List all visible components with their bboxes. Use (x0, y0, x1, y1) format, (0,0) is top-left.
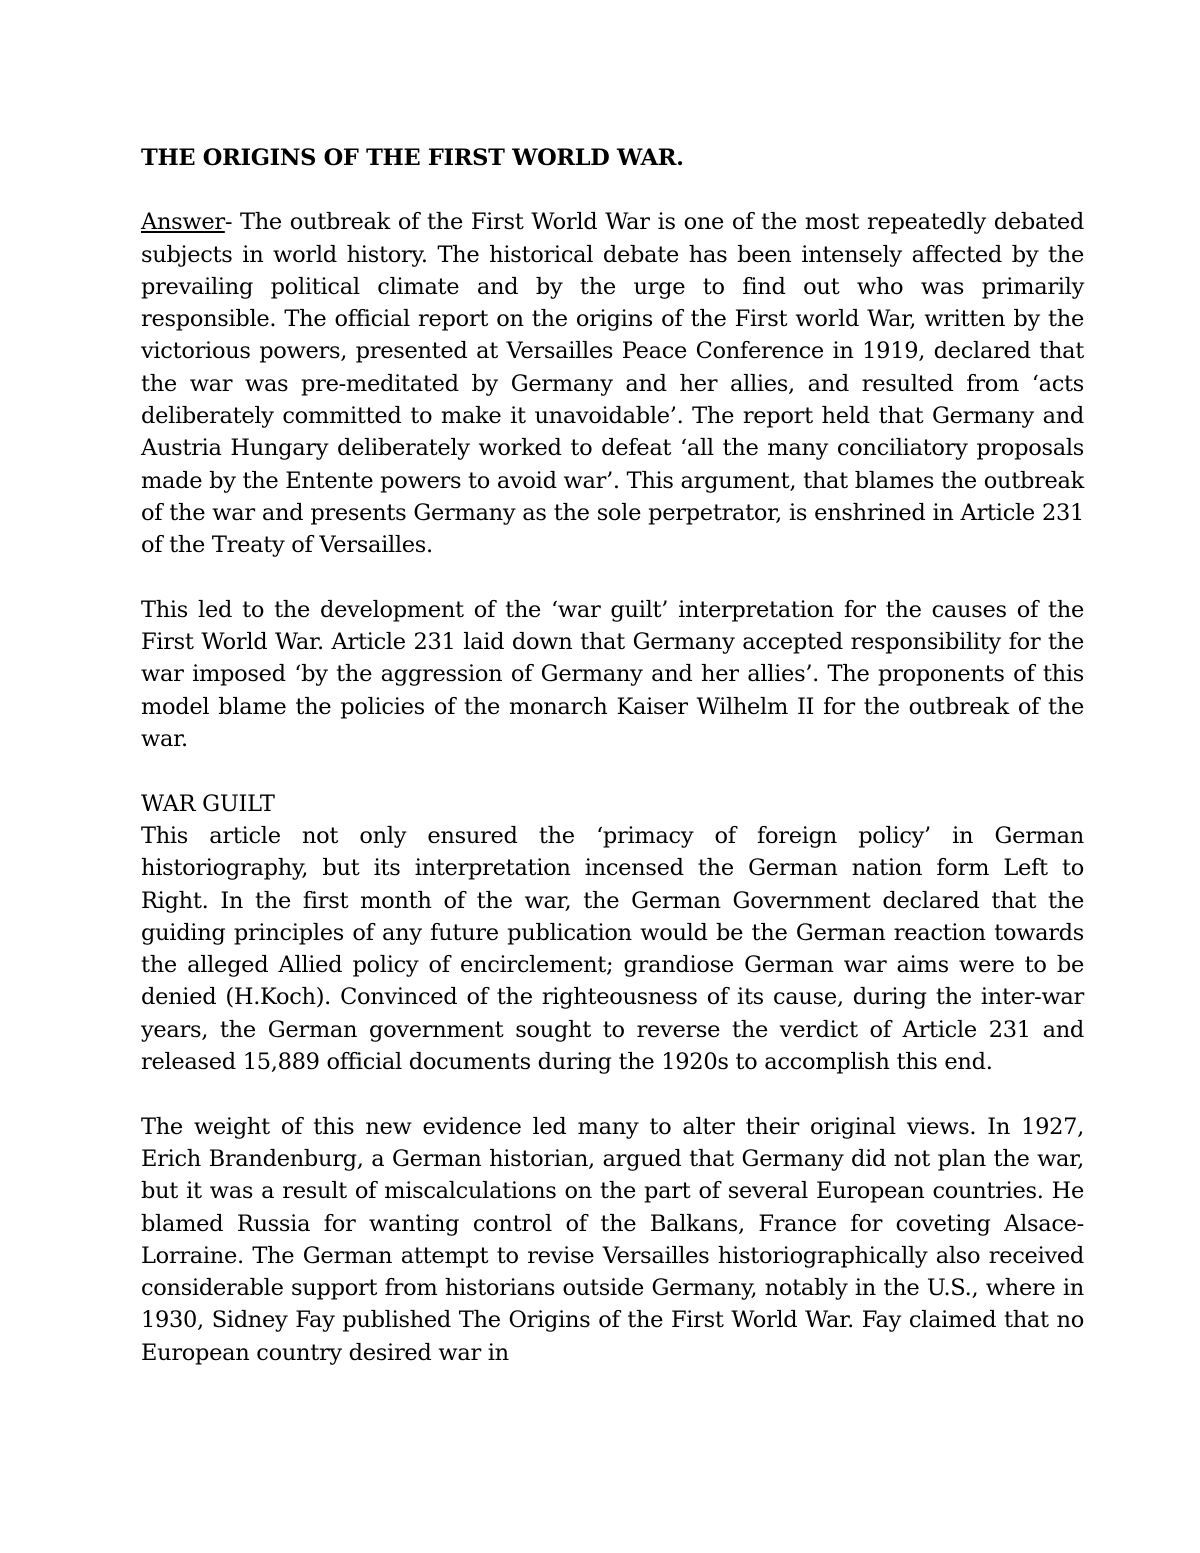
document-title: THE ORIGINS OF THE FIRST WORLD WAR. (141, 145, 684, 171)
answer-label: Answer (141, 209, 225, 236)
paragraph-2: This led to the development of the ‘war guilt’ interpretation for the causes of the First World War. Article 231 laid down that Germany accepted responsibility for the war imposed ‘by the aggression of Germany and her allies’. The proponents of this model blame the policies of the monarch Kaiser Wilhelm II for the outbreak of the war. (141, 596, 1084, 753)
paragraph-4: The weight of this new evidence led many to alter their original views. In 1927, Erich Brandenburg, a German historian, argued that Germany did not plan the war, but it was a result of miscalculations on the part of several European countries. He blamed Russia for wanting control of the Balkans, France for coveting Alsace-Lorraine. The German attempt to revise Versailles historiographically also received considerable support from historians outside Germany, notably in the U.S., where in 1930, Sidney Fay published The Origins of the First World War. Fay claimed that no European country desired war in (141, 1113, 1084, 1366)
paragraph-3-text: This article not only ensured the ‘primacy of foreign policy’ in German historiography, but its interpretation incensed the German nation form Left to Right. In the first month of the war, the German Government declared that the guiding principles of any future publication would be the German reaction towards the alleged Allied policy of encirclement; grandiose German war aims were to be denied (H.Koch). Convinced of the righteousness of its cause, during the inter-war years, the German government sought to reverse the verdict of Article 231 and released 15,889 official documents during the 1920s to accomplish this end. (141, 822, 1084, 1076)
paragraph-1-text: - The outbreak of the First World War is one of the most repeatedly debated subjects in world history. The historical debate has been intensely affected by the prevailing political climate and by the urge to find out who was primarily responsible. The official report on the origins of the First world War, written by the victorious powers, presented at Versailles Peace Conference in 1919, declared that the war was pre-meditated by Germany and her allies, and resulted from ‘acts deliberately committed to make it unavoidable’. The report held that Germany and Austria Hungary deliberately worked to defeat ‘all the many conciliatory proposals made by the Entente powers to avoid war’. This argument, that blames the outbreak of the war and presents Germany as the sole perpetrator, is enshrined in Article 231 of the Treaty of Versailles. (141, 209, 1084, 559)
paragraph-1 (141, 206, 1084, 561)
section-heading-war-guilt: WAR GUILT (141, 790, 275, 817)
paragraph-3 (141, 788, 1084, 1079)
